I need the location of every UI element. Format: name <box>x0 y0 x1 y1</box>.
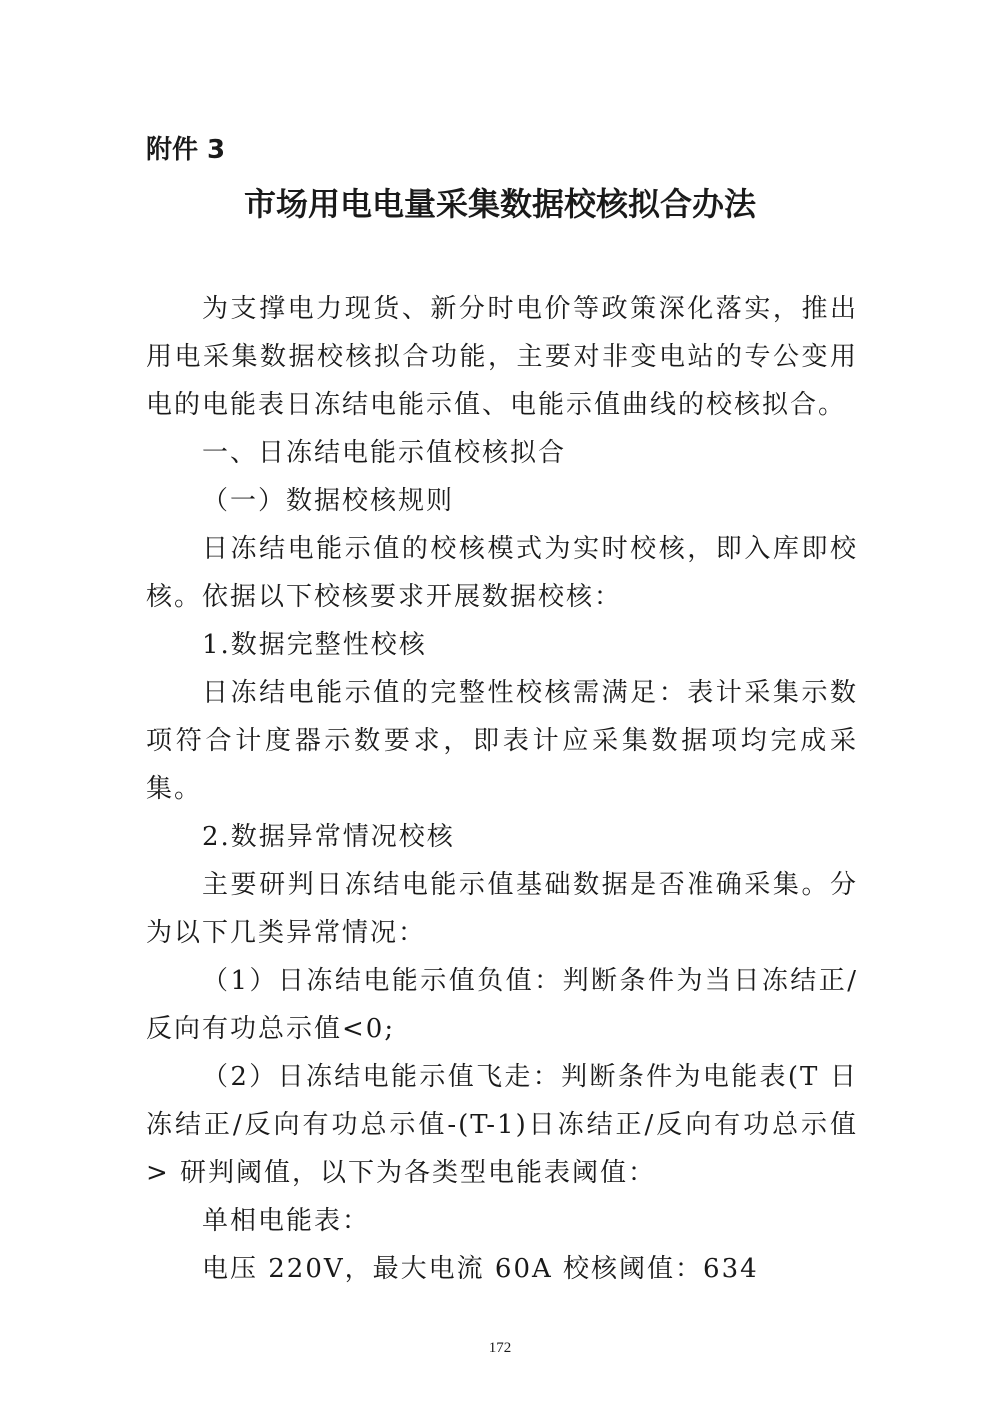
document-body <box>146 285 858 1293</box>
paragraph-check-mode: 日冻结电能示值的校核模式为实时校核，即入库即校核。依据以下校核要求开展数据校核： <box>146 534 858 612</box>
anomaly-item-2: （2）日冻结电能示值飞走：判断条件为电能表(T 日冻结正/反向有功总示值-(T-1)日冻结正/反向有功总示值 > 研判阈值，以下为各类型电能表阈值： <box>146 1062 858 1188</box>
intro-paragraph: 为支撑电力现货、新分时电价等政策深化落实，推出用电采集数据校核拟合功能，主要对非变电站的专公变用电的电能表日冻结电能示值、电能示值曲线的校核拟合。 <box>146 294 858 420</box>
document-title: 市场用电电量采集数据校核拟合办法 <box>243 185 756 223</box>
item-heading-2: 2.数据异常情况校核 <box>202 822 455 852</box>
anomaly-item-1: （1）日冻结电能示值负值：判断条件为当日冻结正/反向有功总示值<0; <box>146 966 858 1044</box>
subsection-heading-1: （一）数据校核规则 <box>202 486 455 516</box>
attachment-label: 附件 3 <box>146 135 226 165</box>
meter-threshold-line: 电压 220V，最大电流 60A 校核阈值：634 <box>202 1254 759 1284</box>
meter-type-heading: 单相电能表： <box>202 1206 371 1236</box>
section-heading-1: 一、日冻结电能示值校核拟合 <box>202 438 567 468</box>
item-heading-1: 1.数据完整性校核 <box>202 630 427 660</box>
paragraph-integrity: 日冻结电能示值的完整性校核需满足：表计采集示数项符合计度器示数要求，即表计应采集数据项均完成采集。 <box>146 678 858 804</box>
page-number: 172 <box>488 1340 512 1356</box>
paragraph-anomaly: 主要研判日冻结电能示值基础数据是否准确采集。分为以下几类异常情况： <box>146 870 858 948</box>
